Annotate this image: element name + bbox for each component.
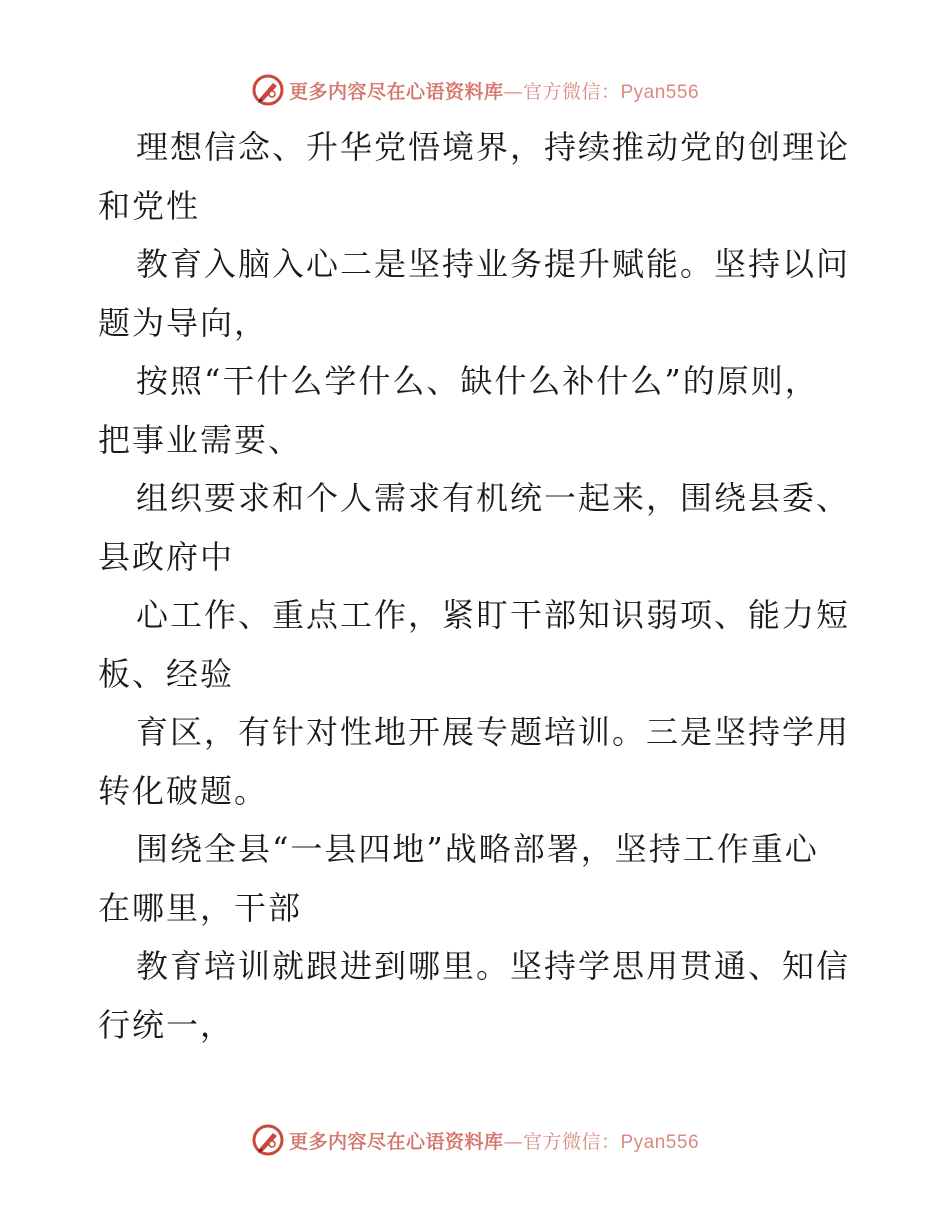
watermark-text: 更多内容尽在心语资料库—官方微信：Pyan556 — [288, 1130, 700, 1153]
text-line: 教育入脑入心二是坚持业务提升赋能。坚持以问 — [136, 245, 851, 283]
text-line: 育区，有针对性地开展专题培训。三是坚持学用 — [136, 713, 851, 751]
text-line: 理想信念、升华党悟境界，持续推动党的创理论 — [136, 128, 851, 166]
text-line: 县政府中 — [98, 537, 235, 576]
header-watermark-banner — [0, 70, 950, 110]
pen-logo-icon — [251, 1123, 285, 1157]
text-line: 组织要求和个人需求有机统一起来，围绕县委、 — [136, 479, 851, 517]
text-line: 和党性 — [98, 186, 201, 225]
text-line: 教育培训就跟进到哪里。坚持学思用贯通、知信 — [136, 947, 851, 985]
text-line: 转化破题。 — [98, 771, 269, 810]
text-line: 按照“干什么学什么、缺什么补什么”的原则， — [136, 362, 819, 400]
pen-logo-icon — [251, 73, 285, 107]
text-line: 心工作、重点工作，紧盯干部知识弱项、能力短 — [136, 596, 851, 634]
text-line: 围绕全县“一县四地”战略部署，坚持工作重心 — [136, 830, 819, 868]
text-line: 板、经验 — [98, 654, 235, 693]
footer-watermark-banner — [0, 1120, 950, 1160]
text-line: 题为导向， — [98, 303, 269, 342]
text-line: 在哪里，干部 — [98, 888, 303, 927]
text-line: 行统一， — [98, 1005, 235, 1044]
watermark-text: 更多内容尽在心语资料库—官方微信：Pyan556 — [288, 80, 700, 103]
text-line: 把事业需要、 — [98, 420, 303, 459]
document-body — [98, 118, 858, 1054]
